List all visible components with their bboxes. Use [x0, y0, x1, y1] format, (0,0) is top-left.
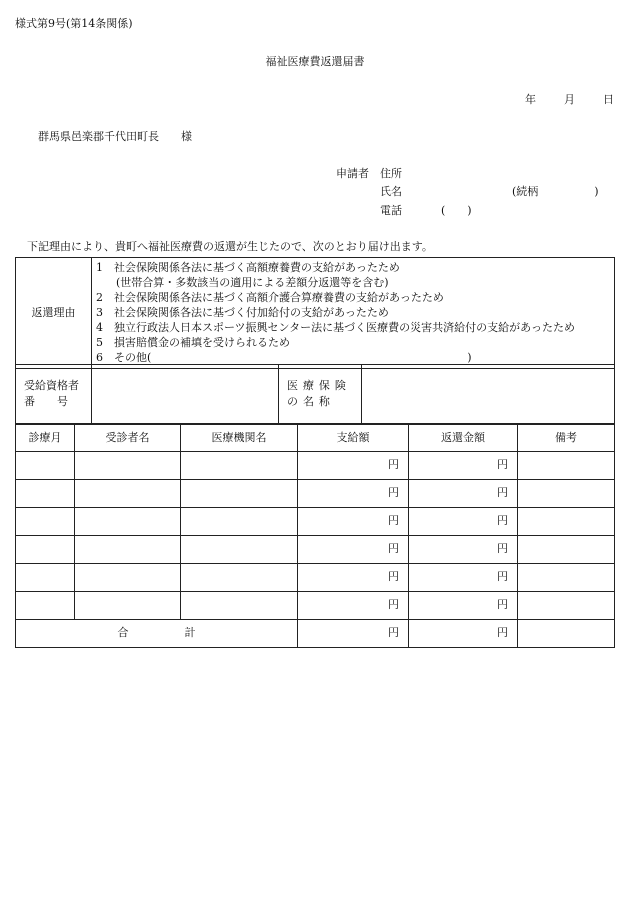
column-header: 診療月 [16, 425, 75, 452]
applicant-address-label: 住所 [380, 167, 402, 180]
patient-name-cell[interactable] [75, 536, 181, 564]
relationship-close: ) [594, 185, 599, 198]
applicant-name-label: 氏名 [380, 185, 402, 198]
treatment-month-cell[interactable] [16, 452, 75, 480]
relationship-open: (続柄 [512, 185, 539, 198]
medical-institution-cell[interactable] [181, 592, 298, 620]
reason-table [15, 257, 615, 369]
table-row [16, 452, 615, 480]
applicant-label: 申請者 [336, 167, 369, 180]
reason-other-field[interactable]: ) [467, 351, 472, 364]
form-number: 様式第9号(第14条関係) [15, 17, 133, 30]
reason-item[interactable]: 3 社会保険関係各法に基づく付加給付の支給があったため [96, 306, 389, 319]
addressee-honorific: 様 [181, 130, 192, 143]
patient-name-cell[interactable] [75, 480, 181, 508]
reason-item-note: (世帯合算・多数該当の適用による差額分返還等を含む) [116, 276, 389, 289]
paid-amount-cell[interactable]: 円 [298, 564, 409, 592]
column-header: 受診者名 [75, 425, 181, 452]
claims-table [15, 424, 615, 648]
insurance-name-label: 医療保険 の名称 [279, 365, 362, 424]
treatment-month-cell[interactable] [16, 564, 75, 592]
table-row [16, 480, 615, 508]
intro-text: 下記理由により、貴町へ福祉医療費の返還が生じたので、次のとおり届け出ます。 [27, 240, 433, 253]
table-row [16, 564, 615, 592]
column-header: 支給額 [298, 425, 409, 452]
total-remarks-cell[interactable] [518, 620, 615, 648]
refund-amount-cell[interactable]: 円 [409, 508, 518, 536]
table-row [16, 508, 615, 536]
addressee-name: 群馬県邑楽郡千代田町長 [38, 130, 159, 143]
treatment-month-cell[interactable] [16, 536, 75, 564]
refund-amount-cell[interactable]: 円 [409, 592, 518, 620]
reason-label: 返還理由 [16, 258, 92, 369]
total-paid-amount-cell[interactable]: 円 [298, 620, 409, 648]
medical-institution-cell[interactable] [181, 536, 298, 564]
medical-institution-cell[interactable] [181, 480, 298, 508]
reason-item[interactable]: 2 社会保険関係各法に基づく高額介護合算療養費の支給があったため [96, 291, 444, 304]
patient-name-cell[interactable] [75, 564, 181, 592]
reason-item-other[interactable]: 6 その他( ) [96, 351, 472, 364]
reason-item[interactable]: 1 社会保険関係各法に基づく高額療養費の支給があったため [96, 261, 400, 274]
patient-name-cell[interactable] [75, 508, 181, 536]
column-header: 備考 [518, 425, 615, 452]
date-year: 年 [525, 93, 536, 106]
remarks-cell[interactable] [518, 564, 615, 592]
medical-institution-cell[interactable] [181, 564, 298, 592]
remarks-cell[interactable] [518, 508, 615, 536]
paid-amount-cell[interactable]: 円 [298, 536, 409, 564]
document-title: 福祉医療費返還届書 [265, 55, 365, 68]
remarks-cell[interactable] [518, 480, 615, 508]
insurance-name-field[interactable] [362, 365, 615, 424]
applicant-phone-label: 電話 [380, 204, 402, 217]
recipient-number-label: 受給資格者 番 号 [16, 365, 92, 424]
reason-item[interactable]: 5 損害賠償金の補填を受けられるため [96, 336, 290, 349]
date-line [525, 94, 614, 107]
total-refund-amount-cell[interactable]: 円 [409, 620, 518, 648]
applicant-phone-field: ( ) [441, 204, 472, 217]
table-row [16, 592, 615, 620]
patient-name-cell[interactable] [75, 452, 181, 480]
remarks-cell[interactable] [518, 452, 615, 480]
total-row [16, 620, 615, 648]
refund-amount-cell[interactable]: 円 [409, 480, 518, 508]
treatment-month-cell[interactable] [16, 508, 75, 536]
medical-institution-cell[interactable] [181, 452, 298, 480]
treatment-month-cell[interactable] [16, 480, 75, 508]
recipient-number-field[interactable] [92, 365, 279, 424]
addressee [38, 131, 192, 144]
refund-amount-cell[interactable]: 円 [409, 452, 518, 480]
reason-list [92, 258, 615, 369]
applicant-relationship [512, 186, 599, 199]
medical-institution-cell[interactable] [181, 508, 298, 536]
remarks-cell[interactable] [518, 592, 615, 620]
insurance-table [15, 364, 615, 424]
remarks-cell[interactable] [518, 536, 615, 564]
refund-amount-cell[interactable]: 円 [409, 536, 518, 564]
total-label: 合 計 [16, 620, 298, 648]
paid-amount-cell[interactable]: 円 [298, 480, 409, 508]
paid-amount-cell[interactable]: 円 [298, 452, 409, 480]
paid-amount-cell[interactable]: 円 [298, 508, 409, 536]
paid-amount-cell[interactable]: 円 [298, 592, 409, 620]
date-month: 月 [564, 93, 575, 106]
column-header: 返還金額 [409, 425, 518, 452]
date-day: 日 [603, 93, 614, 106]
reason-item[interactable]: 4 独立行政法人日本スポーツ振興センター法に基づく医療費の災害共済給付の支給があったため [96, 321, 576, 334]
refund-amount-cell[interactable]: 円 [409, 564, 518, 592]
column-header: 医療機関名 [181, 425, 298, 452]
treatment-month-cell[interactable] [16, 592, 75, 620]
patient-name-cell[interactable] [75, 592, 181, 620]
table-row [16, 536, 615, 564]
